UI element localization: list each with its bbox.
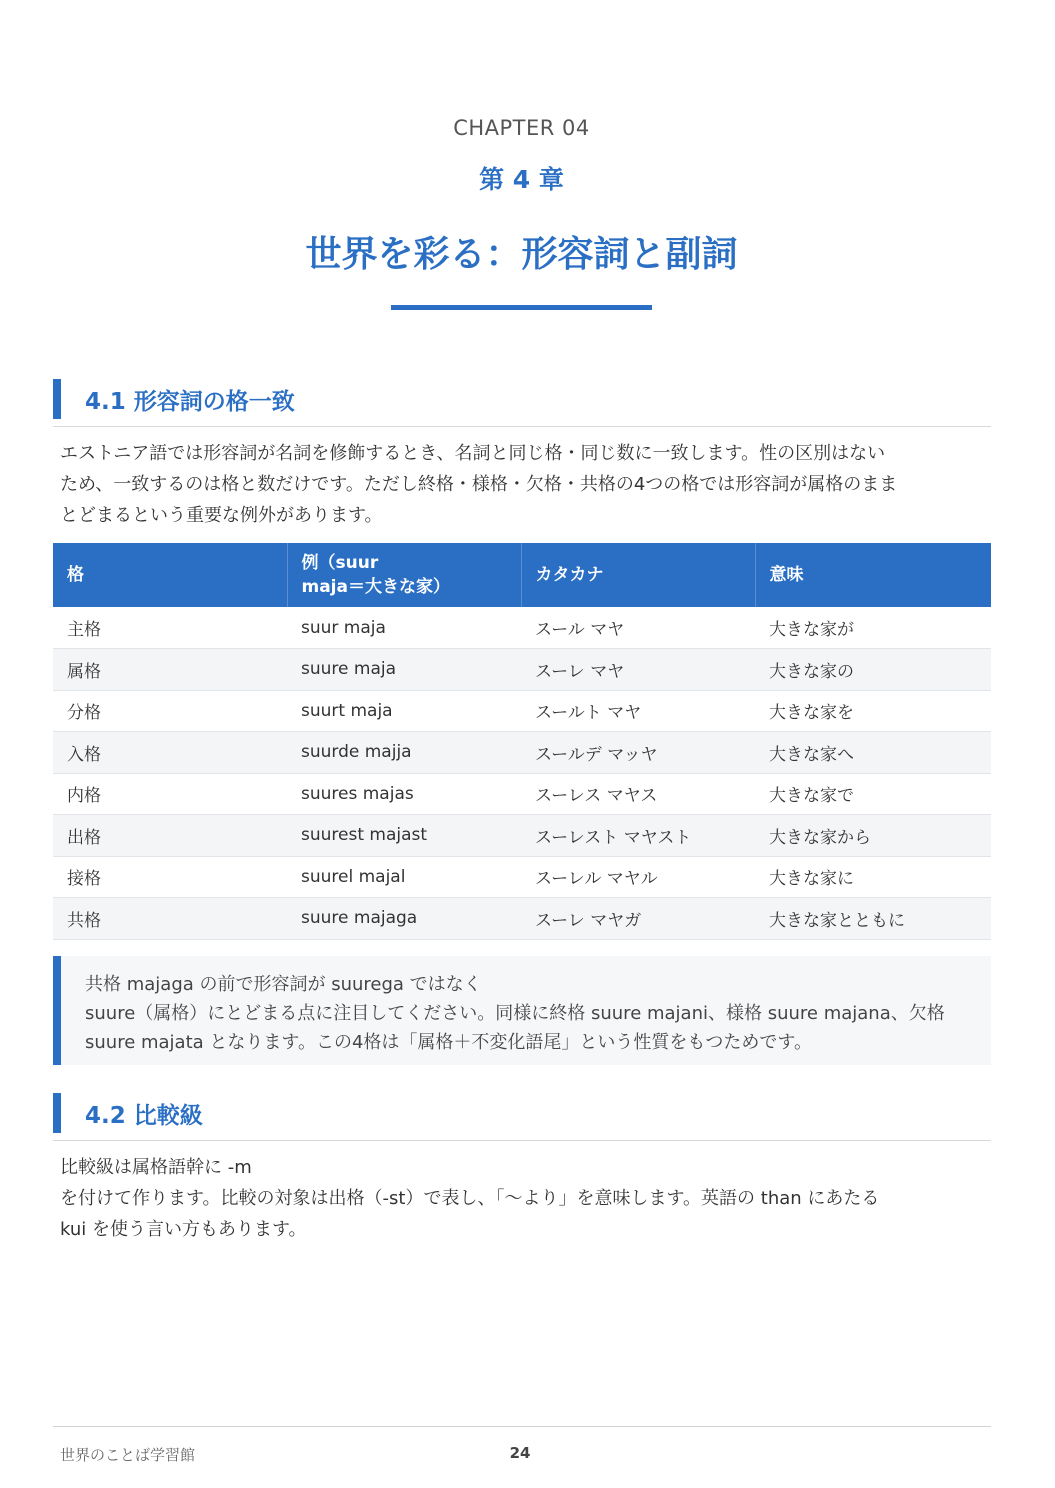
cell-meaning: 大きな家に	[755, 856, 991, 898]
cell-case: 分格	[53, 690, 287, 732]
section-heading-4-2	[53, 1093, 991, 1141]
cell-katakana: スーレスト マヤスト	[521, 815, 755, 857]
header-katakana: カタカナ	[521, 543, 755, 607]
table-row	[53, 732, 991, 774]
header-meaning: 意味	[755, 543, 991, 607]
note-line: 共格 majaga の前で形容詞が suurega ではなく	[85, 974, 482, 995]
note-line: suure（属格）にとどまる点に注目してください。同様に終格 suure majani、様格 suure majana、欠格	[85, 1003, 945, 1024]
table-row	[53, 773, 991, 815]
section-accent-bar	[53, 379, 61, 419]
chapter-label: CHAPTER 04	[453, 116, 590, 140]
cell-katakana: スーレス マヤス	[521, 773, 755, 815]
cell-example: suure majaga	[287, 898, 521, 940]
note-callout	[53, 956, 991, 1065]
cell-katakana: スーレ マヤガ	[521, 898, 755, 940]
cell-case: 出格	[53, 815, 287, 857]
table-row	[53, 690, 991, 732]
cell-example: suurest majast	[287, 815, 521, 857]
paragraph-line: とどまるという重要な例外があります。	[60, 505, 383, 526]
cell-example: suurde majja	[287, 732, 521, 774]
cell-meaning: 大きな家を	[755, 690, 991, 732]
paragraph-line: kui を使う言い方もあります。	[60, 1219, 307, 1240]
section-4-1-paragraph	[60, 438, 980, 531]
cell-meaning: 大きな家で	[755, 773, 991, 815]
cell-meaning: 大きな家が	[755, 607, 991, 649]
cell-meaning: 大きな家とともに	[755, 898, 991, 940]
table-row	[53, 815, 991, 857]
footer-divider	[53, 1426, 991, 1427]
cell-case: 接格	[53, 856, 287, 898]
cell-katakana: スールト マヤ	[521, 690, 755, 732]
cell-case: 内格	[53, 773, 287, 815]
cell-case: 共格	[53, 898, 287, 940]
title-underline	[391, 305, 652, 310]
section-heading-4-1	[53, 379, 991, 427]
adjective-case-table	[53, 543, 991, 940]
cell-katakana: スーレル マヤル	[521, 856, 755, 898]
cell-example: suurel majal	[287, 856, 521, 898]
footer-site-name: 世界のことば学習館	[60, 1446, 196, 1464]
section-4-2-paragraph	[60, 1152, 980, 1245]
cell-katakana: スーレ マヤ	[521, 649, 755, 691]
cell-meaning: 大きな家の	[755, 649, 991, 691]
cell-example: suurt maja	[287, 690, 521, 732]
table-row	[53, 856, 991, 898]
chapter-title: 世界を彩る：形容詞と副詞	[305, 234, 738, 275]
paragraph-line: 比較級は属格語幹に -m	[60, 1157, 252, 1178]
cell-case: 属格	[53, 649, 287, 691]
table-row	[53, 607, 991, 649]
table-row	[53, 898, 991, 940]
page-number: 24	[509, 1444, 531, 1462]
cell-example: suures majas	[287, 773, 521, 815]
cell-case: 主格	[53, 607, 287, 649]
cell-example: suure maja	[287, 649, 521, 691]
cell-meaning: 大きな家へ	[755, 732, 991, 774]
section-accent-bar	[53, 1093, 61, 1133]
paragraph-line: エストニア語では形容詞が名詞を修飾するとき、名詞と同じ格・同じ数に一致します。性の区別はない	[60, 443, 886, 464]
cell-example: suur maja	[287, 607, 521, 649]
paragraph-line: を付けて作ります。比較の対象は出格（-st）で表し、「〜より」を意味します。英語の than にあたる	[60, 1188, 880, 1209]
paragraph-line: ため、一致するのは格と数だけです。ただし終格・様格・欠格・共格の4つの格では形容詞が属格のまま	[60, 474, 898, 495]
table-row	[53, 649, 991, 691]
header-example: 例（suur maja＝大きな家）	[287, 543, 521, 607]
cell-katakana: スールデ マッヤ	[521, 732, 755, 774]
section-heading-text: 4.2 比較級	[85, 1103, 203, 1129]
section-heading-text: 4.1 形容詞の格一致	[85, 389, 295, 415]
table-header-row	[53, 543, 991, 607]
header-case: 格	[53, 543, 287, 607]
note-line: suure majata となります。この4格は「属格＋不変化語尾」という性質をもつためです。	[85, 1032, 812, 1053]
chapter-number: 第 4 章	[479, 165, 564, 194]
cell-meaning: 大きな家から	[755, 815, 991, 857]
cell-katakana: スール マヤ	[521, 607, 755, 649]
cell-case: 入格	[53, 732, 287, 774]
